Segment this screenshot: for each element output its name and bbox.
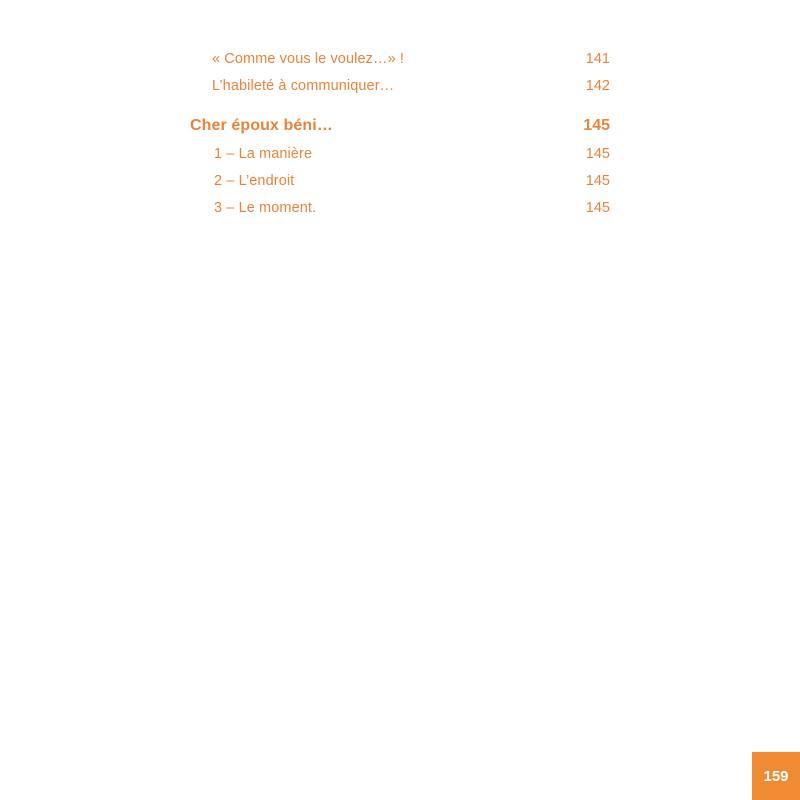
- toc-entry-page: 141: [585, 51, 610, 67]
- toc-entry-page: 145: [585, 200, 610, 216]
- toc-entry-page: 145: [585, 146, 610, 162]
- toc-entry[interactable]: [0, 168, 800, 195]
- toc-entry-label: « Comme vous le voulez…» !: [212, 51, 404, 67]
- toc-section-heading-label: Cher époux béni…: [190, 117, 333, 134]
- page-folio: [752, 752, 800, 800]
- toc-entry-page: 145: [585, 173, 610, 189]
- toc-entry[interactable]: [0, 195, 800, 222]
- toc-entry-label: 2 – L’endroit: [214, 173, 295, 189]
- toc-entry-label: 3 – Le moment.: [214, 200, 317, 216]
- toc-entry[interactable]: [0, 141, 800, 168]
- page-folio-number: 159: [763, 767, 789, 785]
- toc-section-heading-page: 145: [583, 117, 610, 134]
- toc-entry-label: 1 – La manière: [214, 146, 313, 162]
- toc-entry-label: L’habileté à communiquer…: [212, 78, 395, 94]
- toc-entry[interactable]: [0, 46, 800, 73]
- table-of-contents: [0, 46, 800, 222]
- toc-section-heading[interactable]: [0, 112, 800, 139]
- toc-entry[interactable]: [0, 73, 800, 100]
- toc-entry-page: 142: [585, 78, 610, 94]
